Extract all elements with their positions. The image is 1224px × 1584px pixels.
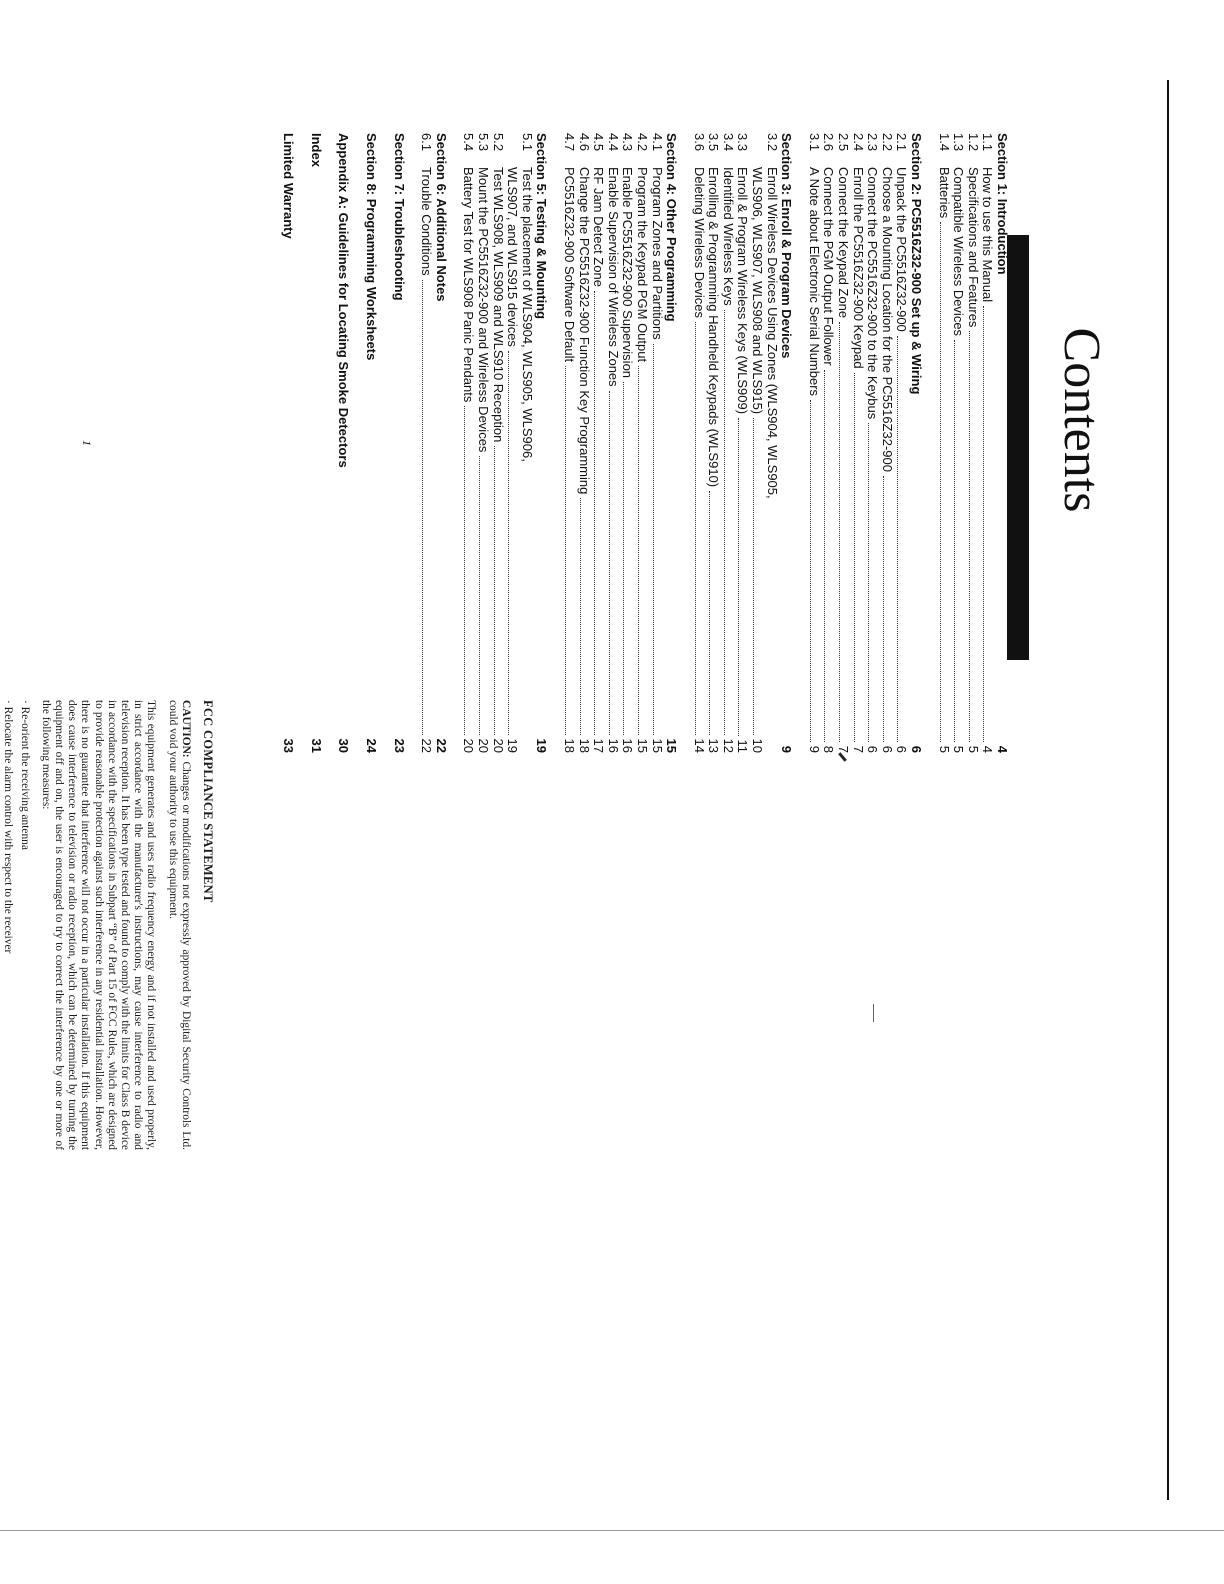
toc-page-number: 17: [591, 738, 607, 753]
toc-page-number: 11: [735, 739, 751, 753]
toc-entry: [720, 133, 735, 753]
toc-entry-number: 2.2: [879, 133, 895, 152]
toc-page-number: 8: [821, 745, 837, 753]
title-bar: [1007, 235, 1029, 660]
toc-entry: [490, 133, 505, 753]
toc-page-number: 10: [750, 738, 766, 753]
toc-section: [281, 133, 296, 753]
toc-section-heading: [994, 133, 1009, 753]
toc-section: [391, 133, 406, 753]
toc-section-heading: [336, 133, 351, 753]
toc-entry: [620, 133, 635, 753]
toc-entry-text: Deleting Wireless Devices: [691, 167, 707, 318]
fcc-paragraph: This equipment generates and uses radio frequency energy and if not installed and used properly, in strict accordance with the manufacturer's instructions, may cause interference to radio and television reception. It has been type tested and found to comply with the limits for Class B device in accordance with the specifications in Subpart “B” of Part 15 of FCC Rules, which are designed to provide reasonable protection against such interference in any residential installation. However, there is no guarantee that interference will not occur in a particular installation. If this equipment does cause interference to television or radio reception, which can be determined by turning the equipment off and on, the user is encouraged to try to correct the interference by one or more of the following measures:: [39, 700, 158, 1150]
leader-dots: [753, 418, 754, 734]
toc-section-heading: [908, 133, 923, 753]
toc-entry-number: 4.2: [634, 133, 650, 152]
toc-entry-text: A Note about Electronic Serial Numbers: [806, 167, 822, 397]
toc-entry-number: 4.3: [620, 133, 636, 152]
toc-entry-text: Program Zones and Partitions: [649, 167, 665, 340]
leader-dots: [494, 446, 495, 734]
toc-entry-number: 3.2: [764, 133, 780, 152]
measure-item: · Relocate the alarm control with respect to the receiver: [1, 700, 14, 1150]
toc-entry-number: 2.5: [836, 133, 852, 152]
toc-page-number: 6: [879, 745, 895, 753]
toc-section: [308, 133, 323, 753]
toc-entry-text: WLS906, WLS907, WLS908 and WLS915): [750, 167, 766, 415]
page-number: 1: [80, 440, 94, 446]
toc-page-number: 16: [605, 738, 621, 753]
toc-heading-text: Section 4: Other Programming: [664, 133, 680, 322]
contents-panel: [69, 80, 1169, 1500]
toc-page-number: 23: [391, 738, 407, 753]
fcc-title: FCC COMPLIANCE STATEMENT: [201, 700, 215, 903]
leader-dots: [508, 351, 509, 735]
toc-page-number: 12: [720, 738, 736, 753]
toc-entry-number: 4.1: [649, 133, 665, 152]
toc-entry-text: RF Jam Detect Zone: [591, 167, 607, 287]
toc-page-number: 5: [951, 745, 967, 753]
toc-entry-number: 2.1: [894, 133, 910, 152]
toc-entry: [936, 133, 951, 753]
toc-entry: [865, 133, 880, 753]
toc-entry-text: Program the Keypad PGM Output: [634, 167, 650, 363]
leader-dots: [883, 476, 884, 742]
toc-entry: [561, 133, 576, 753]
toc-entry: [879, 133, 894, 753]
toc-entry-text: Enable PC5516Z32-900 Supervision: [620, 167, 636, 379]
toc-page-number: 7: [850, 745, 866, 753]
toc-section: [561, 133, 678, 753]
toc-heading-text: Section 7: Troubleshooting: [391, 133, 407, 301]
leader-dots: [854, 373, 855, 742]
toc-heading-text: Section 1: Introduction: [995, 133, 1010, 275]
toc-entry: [821, 133, 836, 753]
toc-entry-number: 3.6: [691, 133, 707, 152]
toc-entry: [634, 133, 649, 753]
toc-page-number: 13: [706, 738, 722, 753]
toc-page-number: 6: [894, 745, 910, 753]
toc-entry-number: 5.1: [519, 133, 535, 152]
toc-entry-text: Enroll Wireless Devices Using Zones (WLS904, WLS905,: [764, 167, 780, 499]
toc-entry: [475, 133, 490, 753]
toc-entry-number: 2.4: [850, 133, 866, 152]
gutter-line: [0, 1530, 1224, 1531]
fcc-caution: [165, 700, 191, 1150]
toc-entry-text: WLS907, and WLS915 devices: [505, 167, 521, 347]
leader-dots: [810, 400, 811, 742]
toc-page-number: 5: [936, 745, 952, 753]
toc-heading-text: Section 6: Additional Notes: [433, 133, 449, 302]
toc-entry: [576, 133, 591, 753]
leader-dots: [609, 391, 610, 735]
toc-page-number: 14: [691, 738, 707, 753]
toc-section-heading: [534, 133, 549, 753]
toc-entry-text: Connect the PGM Output Follower: [821, 167, 837, 366]
toc-entry-number: 6.1: [419, 133, 435, 152]
leader-dots: [709, 491, 710, 734]
toc-page-number: 20: [490, 738, 506, 753]
leader-dots: [839, 322, 840, 742]
toc-entry: [750, 133, 765, 753]
contents-title: Contents: [1053, 327, 1110, 513]
toc-page-number: 6: [909, 745, 925, 753]
leader-dots: [594, 291, 595, 735]
toc-entry-number: 3.4: [720, 133, 736, 152]
toc-page-number: 31: [308, 738, 324, 753]
toc-entry-text: Connect the Keypad Zone: [836, 167, 852, 319]
toc-entry-text: Test the placement of WLS904, WLS905, WLS906,: [519, 167, 535, 462]
leader-dots: [695, 322, 696, 735]
toc-entry-number: 4.5: [591, 133, 607, 152]
toc-section: [806, 133, 923, 753]
toc-entry-number: 2.3: [865, 133, 881, 152]
toc-entry-text: Identified Wireless Keys: [720, 167, 736, 306]
toc-page-number: 22: [419, 738, 435, 753]
toc-entry-number: 2.6: [821, 133, 837, 152]
toc-entry-number: 5.3: [476, 133, 491, 152]
toc-entry-text: Enable Supervision of Wireless Zones: [605, 167, 621, 387]
leader-dots: [653, 344, 654, 735]
toc-entry-text: Choose a Mounting Location for the PC5516Z32-900: [879, 167, 895, 472]
toc-section: [419, 133, 448, 753]
toc-page-number: 19: [534, 738, 550, 753]
toc-entry-number: 4.7: [561, 133, 577, 152]
toc-entry: [894, 133, 909, 753]
toc-section: [461, 133, 549, 753]
toc-entry: [591, 133, 606, 753]
toc-entry: [461, 133, 476, 753]
toc-entry-text: How to use this Manual: [980, 167, 996, 303]
toc-page-number: 15: [664, 738, 680, 753]
toc-entry-number: 1.4: [936, 133, 952, 152]
leader-dots: [422, 280, 423, 735]
leader-dots: [464, 406, 465, 734]
toc-entry-text: Compatible Wireless Devices: [951, 167, 967, 337]
toc-page-number: 4: [980, 745, 996, 753]
toc-entry: [735, 133, 750, 753]
toc-entry: [706, 133, 721, 753]
toc-page-number: 6: [865, 745, 881, 753]
toc-entry: [850, 133, 865, 753]
toc-page-number: 20: [476, 738, 491, 753]
leader-dots: [638, 366, 639, 734]
toc-entry-number: 4.4: [605, 133, 621, 152]
toc-entry-number: 3.3: [735, 133, 751, 152]
fcc-panel: [0, 700, 214, 1150]
toc-page-number: 15: [634, 738, 650, 753]
leader-dots: [983, 306, 984, 742]
toc-entry-text: Change the PC5516Z32-900 Function Key Programming: [576, 167, 592, 495]
toc-entry-number: 3.5: [706, 133, 722, 152]
toc-entry-text: PC5516Z32-900 Software Default: [561, 167, 577, 363]
toc-entry-number: 1.1: [980, 133, 996, 152]
toc-entry: [965, 133, 980, 753]
toc-section-heading: [308, 133, 323, 753]
toc-section-heading: [779, 133, 794, 753]
toc-page-number: 22: [433, 738, 449, 753]
toc-heading-text: Appendix A: Guidelines for Locating Smoke Detectors: [336, 133, 352, 468]
toc-page-number: 9: [806, 745, 822, 753]
toc-entry-number: 5.4: [461, 133, 477, 152]
leader-dots: [969, 331, 970, 741]
toc-page-number: 33: [281, 738, 297, 753]
fcc-measures: [0, 700, 31, 1150]
toc-page-number: 18: [561, 738, 577, 753]
toc-page-number: 16: [620, 738, 636, 753]
leader-dots: [868, 423, 869, 742]
toc-heading-text: Section 2: PC5516Z32-900 Set up & Wiring: [909, 133, 925, 395]
measure-item: · Re-orient the receiving antenna: [17, 700, 30, 1150]
caution-text: Changes or modifications not expressly approved by Digital Security Controls Ltd. could void your authority to use this equipment.: [166, 700, 192, 1150]
toc-page-number: 9: [779, 745, 795, 753]
toc-section: [936, 133, 1009, 753]
toc-entry: [951, 133, 966, 753]
toc-entry: [806, 133, 821, 753]
caution-label: CAUTION:: [179, 700, 192, 758]
leader-dots: [580, 498, 581, 734]
toc-list: [268, 133, 1009, 753]
toc-page-number: 18: [576, 738, 592, 753]
toc-entry-text: Enroll the PC5516Z32-900 Keypad: [850, 167, 866, 369]
toc-entry-text: Trouble Conditions: [419, 167, 435, 276]
toc-page-number: 30: [336, 738, 352, 753]
toc-entry: [519, 133, 534, 753]
toc-heading-text: Section 3: Enroll & Program Devices: [779, 133, 795, 359]
toc-entry-text: Test WLS908, WLS909 and WLS910 Reception: [490, 167, 506, 443]
scan-mark: [873, 1004, 874, 1022]
toc-entry-text: Connect the PC5516Z32-900 to the Keybus: [865, 167, 881, 420]
toc-entry-number: 1.2: [965, 133, 981, 152]
toc-heading-text: Section 5: Testing & Mounting: [534, 133, 550, 320]
toc-section: [336, 133, 351, 753]
toc-heading-text: Limited Warranty: [281, 133, 297, 239]
toc-entry-text: Enroll & Program Wireless Keys (WLS909): [735, 167, 751, 415]
leader-dots: [824, 370, 825, 742]
toc-section-heading: [664, 133, 679, 753]
leader-dots: [897, 336, 898, 742]
toc-section-heading: [391, 133, 406, 753]
toc-entry-text: Specifications and Features: [965, 167, 981, 328]
leader-dots: [739, 418, 740, 735]
toc-page-number: 20: [461, 738, 477, 753]
toc-entry: [505, 133, 520, 753]
toc-entry-number: 4.6: [576, 133, 592, 152]
toc-entry-number: 1.3: [951, 133, 967, 152]
toc-entry-number: 5.2: [490, 133, 506, 152]
toc-entry: [835, 133, 850, 753]
toc-entry: [764, 133, 779, 753]
toc-section: [363, 133, 378, 753]
leader-dots: [954, 340, 955, 742]
toc-page-number: 19: [505, 738, 521, 753]
toc-entry: [419, 133, 434, 753]
toc-heading-text: Section 8: Programming Worksheets: [364, 133, 380, 361]
toc-entry: [649, 133, 664, 753]
leader-dots: [565, 366, 566, 734]
toc-entry-number: 3.1: [806, 133, 822, 152]
toc-page-number: 7: [836, 745, 852, 753]
leader-dots: [724, 310, 725, 735]
toc-section-heading: [433, 133, 448, 753]
leader-dots: [940, 222, 941, 741]
leader-dots: [479, 456, 480, 734]
toc-entry-text: Batteries: [936, 167, 952, 219]
toc-page-number: 24: [364, 738, 380, 753]
toc-heading-text: Index: [308, 133, 324, 167]
toc-page-number: 5: [965, 745, 981, 753]
toc-page-number: 4: [995, 745, 1010, 753]
toc-entry: [605, 133, 620, 753]
toc-section: [691, 133, 793, 753]
toc-entry: [691, 133, 706, 753]
toc-page-number: 15: [649, 738, 665, 753]
toc-section-heading: [363, 133, 378, 753]
toc-entry: [980, 133, 995, 753]
toc-section-heading: [281, 133, 296, 753]
toc-entry-text: Mount the PC5516Z32-900 and Wireless Devices: [476, 167, 491, 453]
leader-dots: [623, 382, 624, 735]
toc-entry-text: Unpack the PC5516Z32-900: [894, 167, 910, 332]
top-rule: [1167, 80, 1169, 1500]
toc-entry-text: Battery Test for WLS908 Panic Pendants: [461, 167, 477, 403]
toc-entry-text: Enrolling & Programming Handheld Keypads (WLS910): [706, 167, 722, 488]
